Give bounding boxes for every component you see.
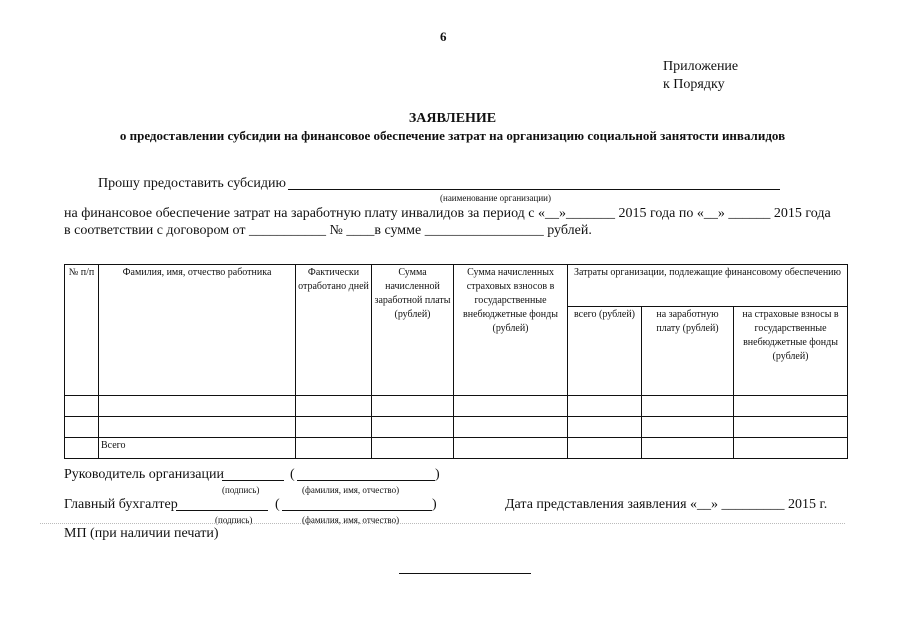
header-insurance: на страховые взносы в государственные внебюджетные фонды (рублей)	[734, 306, 848, 395]
appendix-line-2: к Порядку	[663, 77, 725, 92]
accountant-signature-caption: (подпись)	[215, 515, 253, 525]
header-contributions: Сумма начисленных страховых взносов в государственные внебюджетные фонды (рублей)	[454, 265, 568, 396]
document-subtitle: о предоставлении субсидии на финансовое обеспечение затрат на организацию социальной занятости инвалидов	[119, 128, 786, 143]
head-name-line[interactable]	[297, 480, 435, 481]
document-title: ЗАЯВЛЕНИЕ	[408, 111, 497, 126]
head-signature-caption: (подпись)	[222, 485, 260, 495]
table-cell[interactable]	[734, 417, 848, 438]
table-cell[interactable]	[372, 438, 454, 459]
table-cell[interactable]	[372, 417, 454, 438]
table-cell[interactable]	[734, 438, 848, 459]
employees-table	[64, 264, 848, 459]
head-signature-line[interactable]	[222, 480, 284, 481]
request-period-line: на финансовое обеспечение затрат на заработную плату инвалидов за период с «__»_______ 2015 года по «__» ______ 2015 года	[64, 206, 831, 221]
table-cell[interactable]	[642, 396, 734, 417]
scan-artifact-line	[40, 523, 845, 524]
submission-date: Дата представления заявления «__» _________ 2015 г.	[505, 497, 828, 512]
head-name-caption: (фамилия, имя, отчество)	[302, 485, 400, 495]
header-costs: Затраты организации, подлежащие финансовому обеспечению	[568, 265, 848, 307]
accountant-signature-line[interactable]	[176, 510, 268, 511]
table-row	[65, 417, 848, 438]
accountant-name-line[interactable]	[282, 510, 432, 511]
request-contract-line: в соответствии с договором от ___________ № ____в сумме _________________ рублей.	[64, 223, 592, 238]
table-cell[interactable]	[568, 396, 642, 417]
accountant-name-caption: (фамилия, имя, отчество)	[302, 515, 400, 525]
table-cell[interactable]	[642, 417, 734, 438]
table-cell[interactable]	[296, 396, 372, 417]
footer-divider	[399, 573, 531, 574]
table-cell[interactable]	[99, 396, 296, 417]
stamp-note: МП (при наличии печати)	[64, 526, 219, 541]
total-label: Всего	[99, 438, 296, 459]
table-cell[interactable]	[454, 396, 568, 417]
table-cell[interactable]	[296, 438, 372, 459]
organization-name-line[interactable]	[288, 189, 780, 190]
table-cell[interactable]	[372, 396, 454, 417]
header-total: всего (рублей)	[568, 306, 642, 395]
header-name: Фамилия, имя, отчество работника	[99, 265, 296, 396]
request-prefix: Прошу предоставить субсидию	[98, 176, 286, 191]
header-days: Фактически отработано дней	[296, 265, 372, 396]
table-cell[interactable]	[296, 417, 372, 438]
table-cell[interactable]	[65, 396, 99, 417]
header-num: № п/п	[65, 265, 99, 396]
appendix-note	[663, 58, 738, 94]
appendix-line-1: Приложение	[663, 59, 739, 74]
table-cell[interactable]	[65, 417, 99, 438]
table-cell[interactable]	[642, 438, 734, 459]
page-number: 6	[440, 29, 447, 44]
table-cell[interactable]	[734, 396, 848, 417]
accountant-label: Главный бухгалтер	[64, 497, 178, 512]
head-label: Руководитель организации	[64, 467, 224, 482]
table-cell[interactable]	[99, 417, 296, 438]
table-row	[65, 396, 848, 417]
table-cell	[65, 438, 99, 459]
header-salary: Сумма начисленной заработной платы (рублей)	[372, 265, 454, 396]
organization-caption: (наименование организации)	[440, 193, 551, 203]
table-cell[interactable]	[454, 438, 568, 459]
table-cell[interactable]	[568, 417, 642, 438]
table-cell[interactable]	[454, 417, 568, 438]
header-wage: на заработную плату (рублей)	[642, 306, 734, 395]
table-total-row	[65, 438, 848, 459]
table-cell[interactable]	[568, 438, 642, 459]
